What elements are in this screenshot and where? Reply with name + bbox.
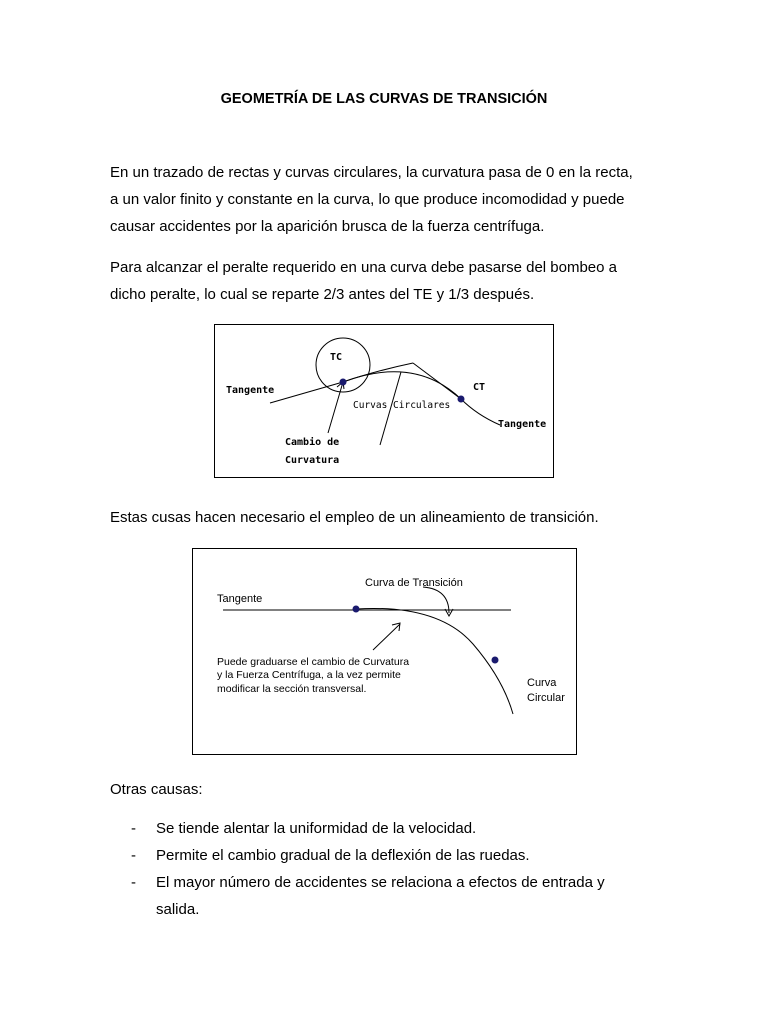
- note-arrow-shaft: [373, 624, 400, 650]
- paragraph-line: Estas cusas hacen necesario el empleo de un alineamiento de transición.: [110, 509, 599, 526]
- transition-label: Curva de Transición: [365, 577, 463, 589]
- ct-point: [458, 396, 465, 403]
- change-label-line2: Curvatura: [285, 455, 340, 466]
- list-item: [110, 869, 658, 923]
- paragraph-line: En un trazado de rectas y curvas circulares, la curvatura pasa de 0 en la recta,: [110, 164, 633, 181]
- tc-point: [340, 379, 347, 386]
- tangent-label: Tangente: [217, 593, 263, 605]
- note-line1: Puede graduarse el cambio de Curvatura: [217, 656, 410, 668]
- paragraph-line: causar accidentes por la aparición brusca de la fuerza centrífuga.: [110, 218, 545, 235]
- figure-circular-curves-drawing: [215, 325, 553, 477]
- paragraph-peralte: [110, 254, 658, 308]
- list-item: [110, 842, 658, 869]
- note-line3: modificar la sección transversal.: [217, 683, 367, 695]
- list-item-text: Se tiende alentar la uniformidad de la velocidad.: [156, 820, 477, 837]
- curves-label: Curvas Circulares: [353, 400, 451, 411]
- paragraph-line: Para alcanzar el peralte requerido en una curva debe pasarse del bombeo a: [110, 259, 617, 276]
- ct-label: CT: [473, 382, 486, 393]
- list-dash: -: [131, 847, 136, 864]
- figure-transition-curve-drawing: [193, 549, 576, 754]
- change-arrow-shaft: [328, 382, 343, 433]
- paragraph-line: a un valor finito y constante en la curva, lo que produce incomodidad y puede: [110, 191, 625, 208]
- tangent-left-label: Tangente: [226, 385, 275, 396]
- tangent-extension-right: [413, 363, 461, 399]
- paragraph-line: dicho peralte, lo cual se reparte 2/3 antes del TE y 1/3 después.: [110, 286, 535, 303]
- transition-start-point: [353, 606, 360, 613]
- list-item-text: El mayor número de accidentes se relaciona a efectos de entrada y: [156, 874, 605, 891]
- other-causes-heading: [110, 776, 658, 803]
- figure-circular-curves: [214, 324, 554, 478]
- paragraph-curvature: [110, 159, 658, 240]
- tc-label: TC: [330, 352, 343, 363]
- list-dash: -: [131, 820, 136, 837]
- paragraph-transition: [110, 504, 658, 531]
- figure-transition-curve: [192, 548, 577, 755]
- note-line2: y la Fuerza Centrífuga, a la vez permite: [217, 669, 401, 681]
- tangent-right-label: Tangente: [498, 419, 547, 430]
- tangent-line-left: [270, 382, 343, 403]
- circular-start-point: [492, 657, 499, 664]
- paragraph-line: Otras causas:: [110, 781, 203, 798]
- list-item-text: salida.: [156, 901, 200, 918]
- page-title: GEOMETRÍA DE LAS CURVAS DE TRANSICIÓN: [220, 91, 548, 107]
- causes-list: [110, 815, 658, 923]
- change-label-line1: Cambio de: [285, 437, 340, 448]
- list-item-text: Permite el cambio gradual de la deflexión de las ruedas.: [156, 847, 530, 864]
- list-dash: -: [131, 874, 136, 891]
- list-item: [110, 815, 658, 842]
- tangent-line-right: [461, 399, 500, 425]
- note-arrow-head: [392, 623, 400, 631]
- circular-label-line2: Circular: [527, 692, 565, 704]
- circular-label-line1: Curva: [527, 677, 557, 689]
